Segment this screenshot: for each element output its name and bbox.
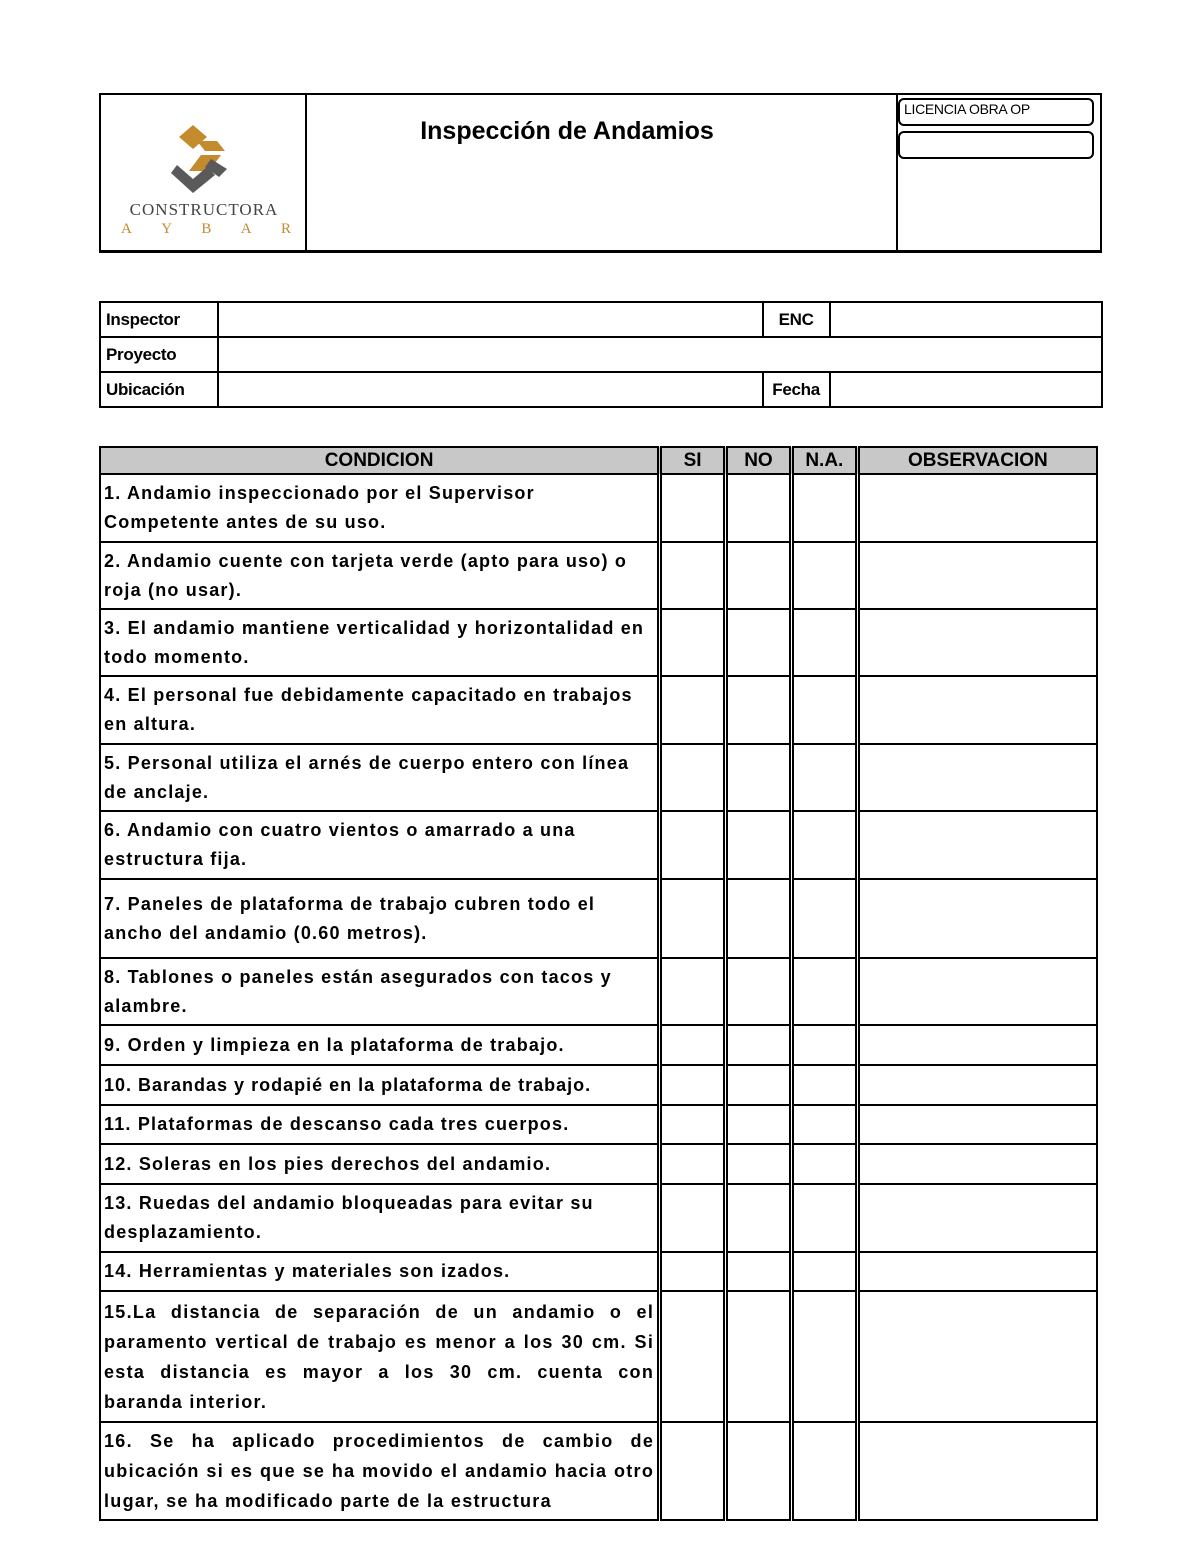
observation-cell[interactable] (857, 1144, 1097, 1184)
si-checkbox-cell[interactable] (660, 811, 726, 879)
si-checkbox-cell[interactable] (660, 879, 726, 958)
no-checkbox-cell[interactable] (726, 958, 792, 1025)
si-checkbox-cell[interactable] (660, 609, 726, 676)
no-column-header: NO (726, 447, 792, 474)
condition-text: 2. Andamio cuente con tarjeta verde (apto para uso) o roja (no usar). (100, 542, 660, 609)
condition-text: 11. Plataformas de descanso cada tres cuerpos. (100, 1105, 660, 1144)
no-checkbox-cell[interactable] (726, 676, 792, 744)
condition-text: 7. Paneles de plataforma de trabajo cubren todo el ancho del andamio (0.60 metros). (100, 879, 660, 958)
na-column-header: N.A. (791, 447, 857, 474)
observation-cell[interactable] (857, 744, 1097, 811)
condition-text: 10. Barandas y rodapié en la plataforma de trabajo. (100, 1065, 660, 1105)
na-checkbox-cell[interactable] (791, 1144, 857, 1184)
na-checkbox-cell[interactable] (791, 1291, 857, 1422)
observation-cell[interactable] (857, 542, 1097, 609)
logo-letter: A (121, 221, 132, 237)
condition-text: 16. Se ha aplicado procedimientos de cambio de ubicación si es que se ha movido el andamio hacia otro lugar, se ha modificado parte de la estructura (100, 1422, 660, 1520)
checklist-row (100, 676, 1097, 744)
form-header (99, 93, 1102, 253)
na-checkbox-cell[interactable] (791, 879, 857, 958)
si-checkbox-cell[interactable] (660, 1025, 726, 1065)
logo-company-name: CONSTRUCTORA (129, 200, 279, 219)
no-checkbox-cell[interactable] (726, 1105, 792, 1144)
no-checkbox-cell[interactable] (726, 879, 792, 958)
no-checkbox-cell[interactable] (726, 1252, 792, 1291)
checklist-row (100, 474, 1097, 542)
si-checkbox-cell[interactable] (660, 1184, 726, 1252)
info-row-inspector (100, 302, 1102, 337)
condition-text: 6. Andamio con cuatro vientos o amarrado a una estructura fija. (100, 811, 660, 879)
no-checkbox-cell[interactable] (726, 1144, 792, 1184)
no-checkbox-cell[interactable] (726, 609, 792, 676)
checklist-row (100, 1184, 1097, 1252)
na-checkbox-cell[interactable] (791, 744, 857, 811)
observation-cell[interactable] (857, 1105, 1097, 1144)
condition-text: 3. El andamio mantiene verticalidad y horizontalidad en todo momento. (100, 609, 660, 676)
na-checkbox-cell[interactable] (791, 811, 857, 879)
logo-letter: Y (161, 221, 173, 237)
date-field[interactable] (830, 372, 1102, 407)
na-checkbox-cell[interactable] (791, 1422, 857, 1520)
si-checkbox-cell[interactable] (660, 1291, 726, 1422)
checklist-row (100, 1105, 1097, 1144)
observation-cell[interactable] (857, 609, 1097, 676)
constructora-logo-icon (171, 125, 233, 193)
inspection-info-table (99, 301, 1103, 408)
na-checkbox-cell[interactable] (791, 609, 857, 676)
no-checkbox-cell[interactable] (726, 811, 792, 879)
observation-cell[interactable] (857, 1291, 1097, 1422)
checklist-row (100, 1422, 1097, 1520)
logo-cell (101, 95, 307, 250)
no-checkbox-cell[interactable] (726, 1291, 792, 1422)
no-checkbox-cell[interactable] (726, 744, 792, 811)
location-label: Ubicación (100, 372, 218, 407)
no-checkbox-cell[interactable] (726, 1065, 792, 1105)
si-checkbox-cell[interactable] (660, 958, 726, 1025)
observation-cell[interactable] (857, 1025, 1097, 1065)
observation-cell[interactable] (857, 879, 1097, 958)
checklist-row (100, 958, 1097, 1025)
na-checkbox-cell[interactable] (791, 1184, 857, 1252)
si-checkbox-cell[interactable] (660, 1105, 726, 1144)
condition-text: 5. Personal utiliza el arnés de cuerpo entero con línea de anclaje. (100, 744, 660, 811)
si-checkbox-cell[interactable] (660, 676, 726, 744)
condition-text: 1. Andamio inspeccionado por el Supervisor Competente antes de su uso. (100, 474, 660, 542)
logo-letter: R (280, 221, 291, 237)
info-row-project (100, 337, 1102, 372)
logo-letter: A (240, 221, 252, 237)
no-checkbox-cell[interactable] (726, 1025, 792, 1065)
na-checkbox-cell[interactable] (791, 474, 857, 542)
observation-cell[interactable] (857, 1252, 1097, 1291)
no-checkbox-cell[interactable] (726, 542, 792, 609)
license-value-field[interactable] (898, 131, 1094, 159)
logo-brand-letters (121, 221, 291, 238)
condition-text: 8. Tablones o paneles están asegurados con tacos y alambre. (100, 958, 660, 1025)
si-checkbox-cell[interactable] (660, 1065, 726, 1105)
checklist-row (100, 1144, 1097, 1184)
si-column-header: SI (660, 447, 726, 474)
observation-cell[interactable] (857, 676, 1097, 744)
project-label: Proyecto (100, 337, 218, 372)
na-checkbox-cell[interactable] (791, 1105, 857, 1144)
checklist-header-row (100, 447, 1097, 474)
observation-column-header: OBSERVACION (857, 447, 1097, 474)
checklist-row (100, 609, 1097, 676)
checklist-row (100, 1252, 1097, 1291)
checklist-row (100, 542, 1097, 609)
observation-cell[interactable] (857, 811, 1097, 879)
na-checkbox-cell[interactable] (791, 1025, 857, 1065)
na-checkbox-cell[interactable] (791, 542, 857, 609)
observation-cell[interactable] (857, 958, 1097, 1025)
title-cell (307, 95, 898, 250)
si-checkbox-cell[interactable] (660, 542, 726, 609)
location-field[interactable] (218, 372, 763, 407)
observation-cell[interactable] (857, 1184, 1097, 1252)
observation-cell[interactable] (857, 1422, 1097, 1520)
no-checkbox-cell[interactable] (726, 474, 792, 542)
si-checkbox-cell[interactable] (660, 744, 726, 811)
no-checkbox-cell[interactable] (726, 1422, 792, 1520)
enc-label: ENC (763, 302, 830, 337)
inspector-label: Inspector (100, 302, 218, 337)
condition-text: 13. Ruedas del andamio bloqueadas para evitar su desplazamiento. (100, 1184, 660, 1252)
page-title: Inspección de Andamios (420, 117, 714, 145)
na-checkbox-cell[interactable] (791, 676, 857, 744)
condition-text: 14. Herramientas y materiales son izados. (100, 1252, 660, 1291)
project-field[interactable] (218, 337, 1102, 372)
info-row-location (100, 372, 1102, 407)
license-label-box: LICENCIA OBRA OP (898, 98, 1094, 126)
checklist-row (100, 811, 1097, 879)
na-checkbox-cell[interactable] (791, 958, 857, 1025)
no-checkbox-cell[interactable] (726, 1184, 792, 1252)
si-checkbox-cell[interactable] (660, 1144, 726, 1184)
na-checkbox-cell[interactable] (791, 1252, 857, 1291)
condition-column-header: CONDICION (100, 447, 660, 474)
si-checkbox-cell[interactable] (660, 1422, 726, 1520)
si-checkbox-cell[interactable] (660, 1252, 726, 1291)
si-checkbox-cell[interactable] (660, 474, 726, 542)
logo-letter: B (201, 221, 212, 237)
na-checkbox-cell[interactable] (791, 1065, 857, 1105)
checklist-row (100, 1291, 1097, 1422)
condition-text: 12. Soleras en los pies derechos del andamio. (100, 1144, 660, 1184)
checklist-row (100, 879, 1097, 958)
inspector-field[interactable] (218, 302, 763, 337)
condition-text: 9. Orden y limpieza en la plataforma de trabajo. (100, 1025, 660, 1065)
observation-cell[interactable] (857, 474, 1097, 542)
observation-cell[interactable] (857, 1065, 1097, 1105)
date-label: Fecha (763, 372, 830, 407)
enc-field[interactable] (830, 302, 1102, 337)
condition-text: 4. El personal fue debidamente capacitado en trabajos en altura. (100, 676, 660, 744)
license-cell (898, 95, 1102, 250)
checklist-row (100, 744, 1097, 811)
inspection-checklist-table (99, 446, 1098, 1521)
condition-text: 15.La distancia de separación de un andamio o el paramento vertical de trabajo es menor a los 30 cm. Si esta distancia es mayor a los 30 cm. cuenta con baranda interior. (100, 1291, 660, 1422)
checklist-row (100, 1025, 1097, 1065)
checklist-row (100, 1065, 1097, 1105)
